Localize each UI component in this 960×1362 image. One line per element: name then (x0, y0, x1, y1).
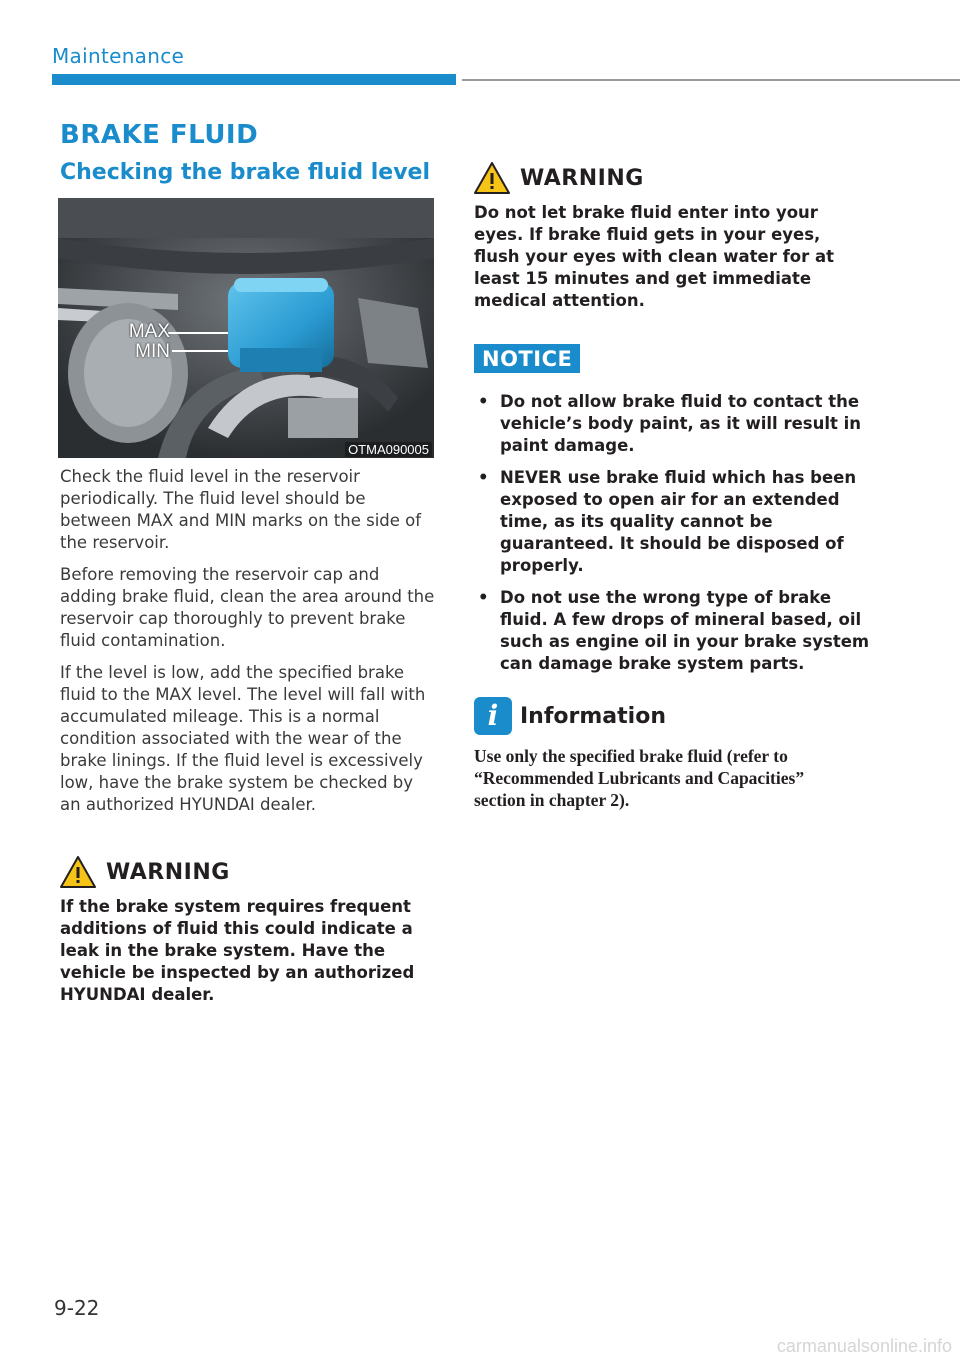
information-icon: i (474, 697, 512, 735)
body-paragraph: Check the fluid level in the reservoir periodically. The fluid level should be between MAX and MIN marks on the side of the reservoir. (60, 467, 422, 552)
notice-badge: NOTICE (474, 344, 580, 373)
information-text: Use only the specified brake fluid (refer to “Recommended Lubricants and Capacities” section in chapter 2). (474, 746, 805, 810)
subsection-title: Checking the brake fluid level (60, 160, 431, 185)
header-rule (462, 79, 960, 81)
information-label: Information (520, 703, 666, 729)
notice-list (474, 391, 874, 675)
warning-triangle-icon (60, 856, 96, 888)
warning-box-leak (60, 856, 436, 1006)
notice-item: • Do not use the wrong type of brake fluid. A few drops of mineral based, oil such as engine oil in your brake system can damage brake system parts. (478, 588, 870, 673)
warning-text: If the brake system requires frequent additions of fluid this could indicate a leak in the brake system. Have the vehicle be inspected by an authorized HYUNDAI dealer. (60, 897, 415, 1004)
warning-text: Do not let brake fluid enter into your eyes. If brake fluid gets in your eyes, flush your eyes with clean water for at least 15 minutes and get immediate medical attention. (474, 203, 834, 310)
warning-triangle-icon (474, 162, 510, 194)
warning-label: WARNING (106, 859, 230, 885)
header-accent-bar (52, 74, 456, 85)
page-number: 9-22 (54, 1296, 100, 1320)
section-title: BRAKE FLUID (60, 120, 259, 150)
bullet: • (478, 588, 489, 607)
warning-box-eyes (474, 162, 854, 312)
body-text (60, 466, 436, 826)
body-paragraph: Before removing the reservoir cap and adding brake fluid, clean the area around the reservoir cap thoroughly to prevent brake fluid contamination. (60, 565, 435, 650)
watermark: carmanualsonline.info (776, 1336, 952, 1356)
engine-bay-illustration (58, 198, 434, 458)
warning-label: WARNING (520, 165, 644, 191)
max-mark-label: MAX (128, 321, 170, 342)
information-header (474, 697, 874, 735)
bullet: • (478, 392, 489, 411)
min-mark-label: MIN (135, 341, 170, 362)
right-column (474, 162, 874, 811)
figure-code: OTMA090005 (345, 442, 432, 457)
bullet: • (478, 468, 489, 487)
body-paragraph: If the level is low, add the specified brake fluid to the MAX level. The level will fall with accumulated mileage. This is a normal condition associated with the wear of the brake linings. If the fluid level is excessively low, have the brake system be checked by an authorized HYUNDAI dealer. (60, 663, 426, 814)
notice-item: • Do not allow brake fluid to contact the vehicle’s body paint, as it will result in paint damage. (478, 392, 862, 455)
running-header-title: Maintenance (52, 44, 185, 68)
notice-item: • NEVER use brake fluid which has been exposed to open air for an extended time, as its quality cannot be guaranteed. It should be disposed of properly. (478, 468, 857, 575)
brake-fluid-reservoir-photo (58, 198, 434, 458)
